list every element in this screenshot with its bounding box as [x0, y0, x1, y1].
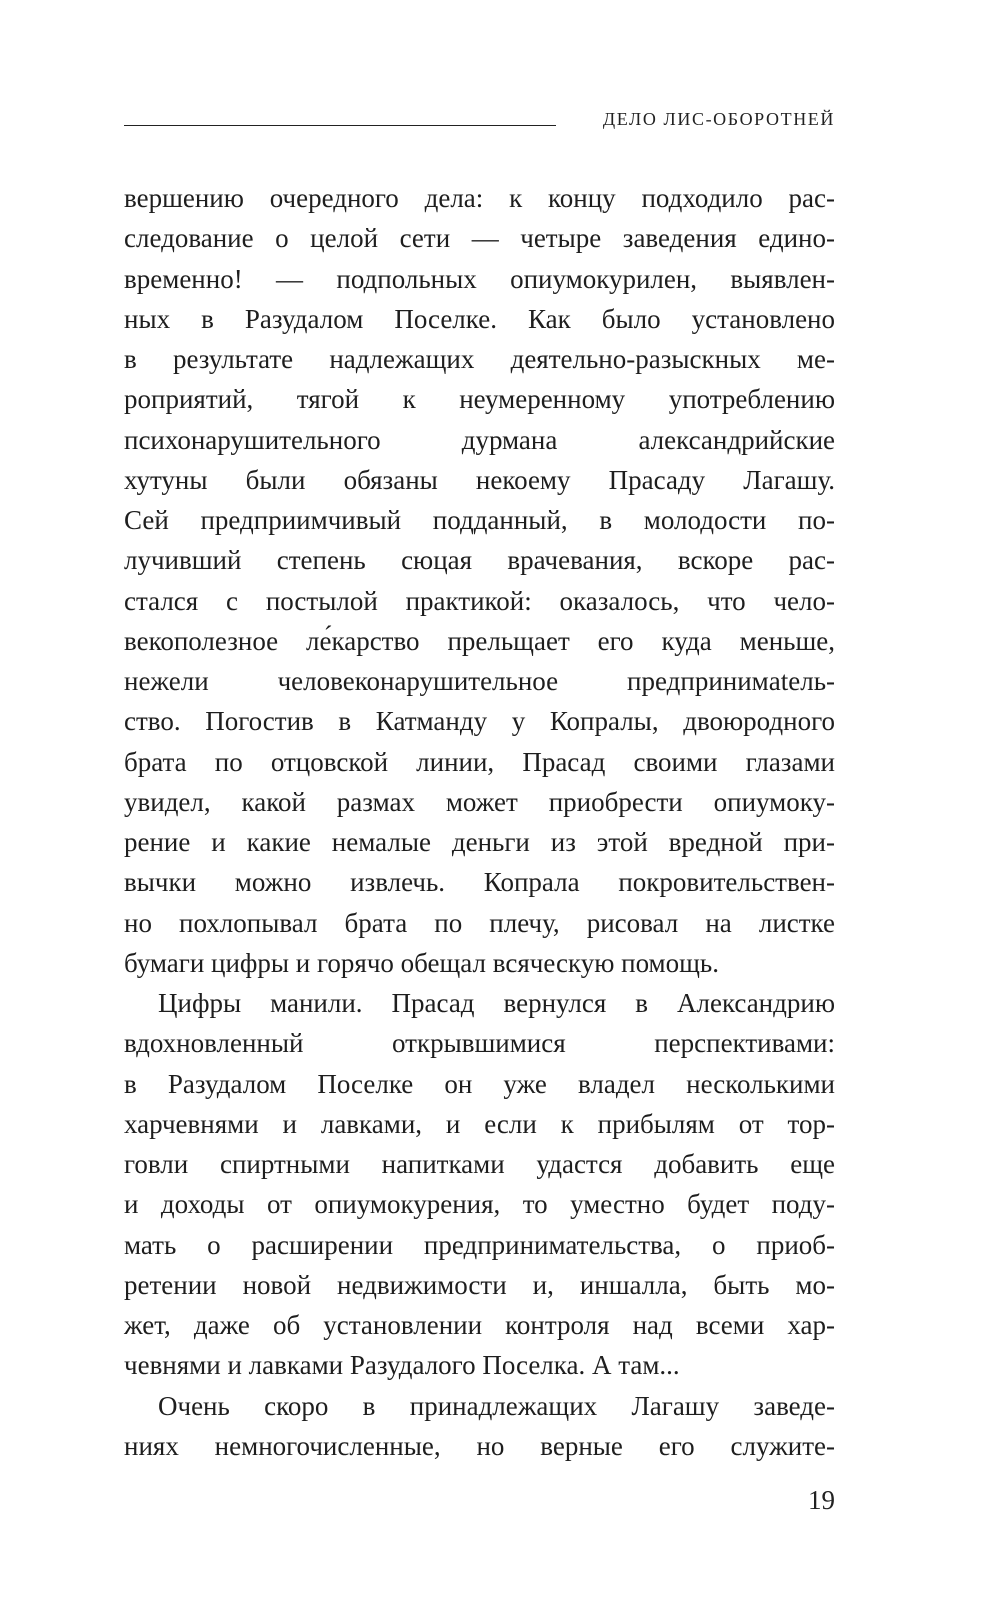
text-line: харчевнями и лавками, и если к прибылям от тор- [124, 1108, 835, 1139]
text-line: лучивший степень сюцая врачевания, вскоре рас- [124, 545, 835, 576]
text-line: Очень скоро в принадлежащих Лагашу заведе- [158, 1390, 835, 1421]
text-line: нежели человеконарушительное предпринимatель- [124, 666, 835, 696]
running-head: ДЕЛО ЛИС-ОБОРОТНЕЙ [602, 109, 835, 129]
text-line: стался с постылой практикой: оказалось, что чело- [124, 585, 835, 616]
text-line: брата по отцовской линии, Прасад своими глазами [124, 746, 835, 777]
page-number: 19 [808, 1485, 835, 1515]
text-line: увидел, какой размах может приобрести опиумоку- [124, 786, 835, 817]
text-line: жет, даже об установлении контроля над всеми хар- [124, 1310, 835, 1340]
text-line: вершению очередного дела: к концу подходило рас- [124, 183, 835, 213]
text-line: ниях немногочисленные, но верные его служите- [124, 1430, 835, 1461]
text-line: и доходы от опиумокурения, то уместно будет поду- [124, 1189, 835, 1220]
text-line: вдохновленный открывшимися перспективами: [124, 1028, 835, 1059]
text-line: следование о целой сети — четыре заведения едино- [124, 223, 835, 254]
text-line: временно! — подпольных опиумокурилен, выявлен- [124, 263, 835, 294]
text-line: чевнями и лавками Разудалого Поселка. А там... [124, 1350, 680, 1381]
text-line: хутуны были обязаны некоему Прасаду Лагашу. [124, 464, 835, 495]
text-line: рение и какие немалые деньги из этой вредной при- [124, 827, 835, 857]
text-line: Сей предприимчивый подданный, в молодости по- [124, 505, 835, 535]
text-line: мать о расширении предпринимательства, о приоб- [124, 1229, 835, 1260]
text-line: психонарушительного дурмана александрийские [124, 424, 835, 455]
text-line: Цифры манили. Прасад вернулся в Александрию [158, 988, 835, 1018]
text-line: в Разудалом Поселке он уже владел несколькими [124, 1068, 835, 1099]
text-line: ретении новой недвижимости и, иншалла, быть мо- [124, 1269, 835, 1300]
header-rule [124, 125, 556, 126]
text-line: роприятий, тягой к неумеренному употреблению [124, 384, 835, 415]
text-line: но похлопывал брата по плечу, рисовал на листке [124, 907, 835, 938]
text-line: бумаги цифры и горячо обещал всяческую помощь. [124, 947, 719, 978]
text-line: в результате надлежащих деятельно-разыскных ме- [124, 344, 835, 374]
text-line: векополезное ле́карство прельщает его куда меньше, [124, 625, 835, 656]
text-line: говли спиртными напитками удастся добавить еще [124, 1149, 835, 1179]
body-text [124, 178, 835, 1466]
text-line: вычки можно извлечь. Копрала покровительствен- [124, 867, 835, 898]
text-line: ных в Разудалом Поселке. Как было установлено [124, 303, 835, 334]
text-line: ство. Погостив в Катманду у Копралы, двоюродного [124, 706, 835, 737]
